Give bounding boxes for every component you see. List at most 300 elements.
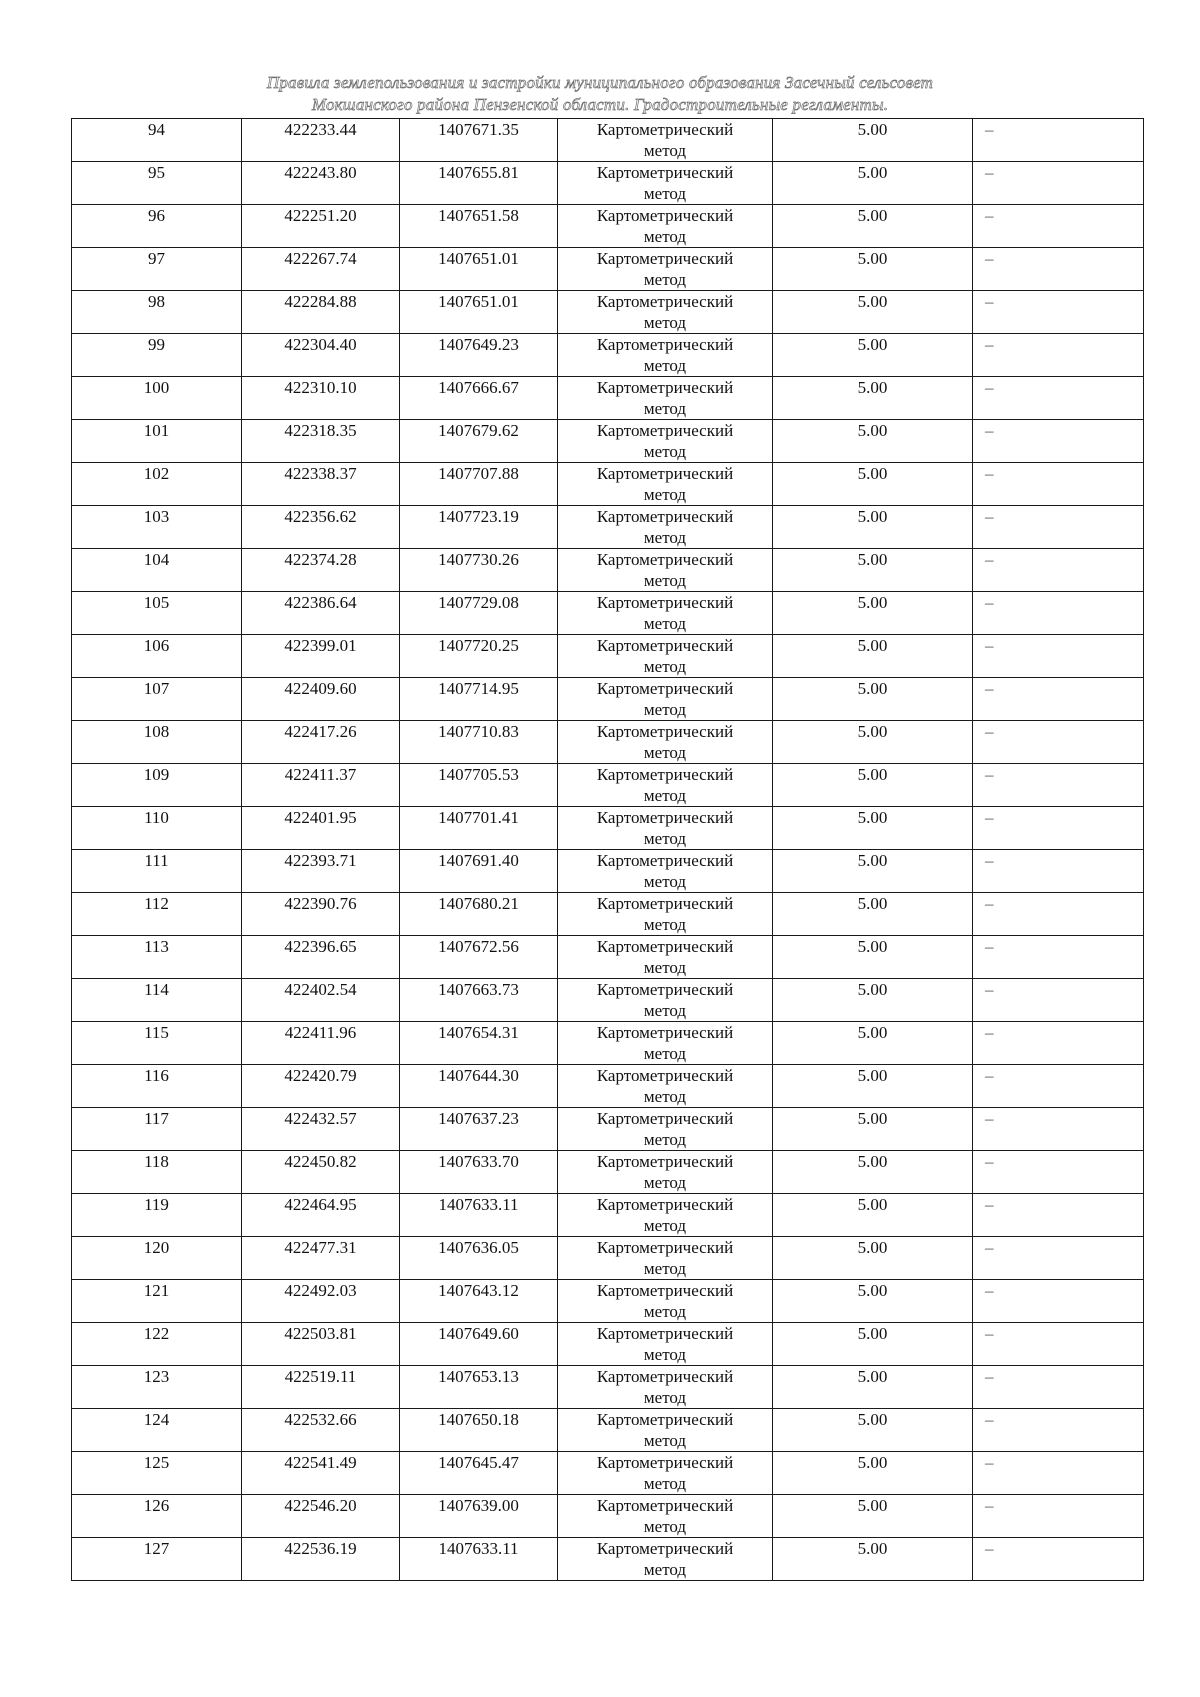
note-cell: – [973, 807, 1144, 850]
point-number-cell: 124 [72, 1409, 242, 1452]
method-cell [558, 1452, 773, 1495]
method-line-2: метод [643, 1259, 687, 1278]
accuracy-cell: 5.00 [773, 1323, 973, 1366]
point-number-cell: 120 [72, 1237, 242, 1280]
x-coordinate-cell: 422450.82 [242, 1151, 400, 1194]
x-coordinate-cell: 422267.74 [242, 248, 400, 291]
y-coordinate-cell: 1407649.60 [400, 1323, 558, 1366]
method-line-2: метод [643, 442, 687, 461]
note-cell: – [973, 764, 1144, 807]
method-line-2: метод [643, 313, 687, 332]
x-coordinate-cell: 422541.49 [242, 1452, 400, 1495]
method-line-2: метод [643, 829, 687, 848]
note-cell: – [973, 1452, 1144, 1495]
x-coordinate-cell: 422420.79 [242, 1065, 400, 1108]
point-number-cell: 108 [72, 721, 242, 764]
method-line-2: метод [643, 1345, 687, 1364]
table-row [72, 850, 1144, 893]
header-line-2: Мокшанского района Пензенской области. Градостроительные регламенты. [311, 95, 889, 114]
x-coordinate-cell: 422492.03 [242, 1280, 400, 1323]
point-number-cell: 107 [72, 678, 242, 721]
accuracy-cell: 5.00 [773, 764, 973, 807]
point-number-cell: 110 [72, 807, 242, 850]
method-cell [558, 1323, 773, 1366]
accuracy-cell: 5.00 [773, 635, 973, 678]
note-cell: – [973, 1022, 1144, 1065]
x-coordinate-cell: 422532.66 [242, 1409, 400, 1452]
point-number-cell: 117 [72, 1108, 242, 1151]
method-cell [558, 1194, 773, 1237]
method-cell [558, 119, 773, 162]
x-coordinate-cell: 422417.26 [242, 721, 400, 764]
method-cell [558, 936, 773, 979]
table-row [72, 549, 1144, 592]
note-cell: – [973, 420, 1144, 463]
method-line-2: метод [643, 1517, 687, 1536]
note-cell: – [973, 377, 1144, 420]
method-line-1: Картометрический [596, 1238, 734, 1257]
method-line-2: метод [643, 270, 687, 289]
x-coordinate-cell: 422411.37 [242, 764, 400, 807]
method-line-1: Картометрический [596, 550, 734, 569]
table-row [72, 162, 1144, 205]
accuracy-cell: 5.00 [773, 248, 973, 291]
accuracy-cell: 5.00 [773, 807, 973, 850]
method-line-2: метод [643, 1388, 687, 1407]
method-line-2: метод [643, 356, 687, 375]
note-cell: – [973, 463, 1144, 506]
note-cell: – [973, 893, 1144, 936]
y-coordinate-cell: 1407705.53 [400, 764, 558, 807]
method-cell [558, 1022, 773, 1065]
note-cell: – [973, 291, 1144, 334]
y-coordinate-cell: 1407723.19 [400, 506, 558, 549]
method-line-1: Картометрический [596, 464, 734, 483]
x-coordinate-cell: 422393.71 [242, 850, 400, 893]
x-coordinate-cell: 422310.10 [242, 377, 400, 420]
note-cell: – [973, 1237, 1144, 1280]
note-cell: – [973, 549, 1144, 592]
point-number-cell: 105 [72, 592, 242, 635]
method-line-2: метод [643, 1302, 687, 1321]
note-cell: – [973, 721, 1144, 764]
note-cell: – [973, 936, 1144, 979]
table-row [72, 1108, 1144, 1151]
method-cell [558, 1237, 773, 1280]
y-coordinate-cell: 1407636.05 [400, 1237, 558, 1280]
method-line-1: Картометрический [596, 1453, 734, 1472]
y-coordinate-cell: 1407639.00 [400, 1495, 558, 1538]
method-line-2: метод [643, 1173, 687, 1192]
method-line-1: Картометрический [596, 1367, 734, 1386]
note-cell: – [973, 979, 1144, 1022]
accuracy-cell: 5.00 [773, 1194, 973, 1237]
method-line-2: метод [643, 743, 687, 762]
point-number-cell: 104 [72, 549, 242, 592]
accuracy-cell: 5.00 [773, 506, 973, 549]
method-line-1: Картометрический [596, 765, 734, 784]
accuracy-cell: 5.00 [773, 463, 973, 506]
point-number-cell: 103 [72, 506, 242, 549]
method-line-2: метод [643, 485, 687, 504]
point-number-cell: 94 [72, 119, 242, 162]
method-line-1: Картометрический [596, 163, 734, 182]
x-coordinate-cell: 422399.01 [242, 635, 400, 678]
method-cell [558, 549, 773, 592]
accuracy-cell: 5.00 [773, 850, 973, 893]
method-cell [558, 162, 773, 205]
y-coordinate-cell: 1407707.88 [400, 463, 558, 506]
point-number-cell: 121 [72, 1280, 242, 1323]
note-cell: – [973, 162, 1144, 205]
method-line-2: метод [643, 399, 687, 418]
x-coordinate-cell: 422411.96 [242, 1022, 400, 1065]
method-line-1: Картометрический [596, 1066, 734, 1085]
table-row [72, 334, 1144, 377]
method-cell [558, 764, 773, 807]
accuracy-cell: 5.00 [773, 678, 973, 721]
method-line-1: Картометрический [596, 1496, 734, 1515]
method-line-1: Картометрический [596, 1109, 734, 1128]
table-row [72, 463, 1144, 506]
y-coordinate-cell: 1407710.83 [400, 721, 558, 764]
method-line-1: Картометрический [596, 851, 734, 870]
method-cell [558, 678, 773, 721]
table-row [72, 678, 1144, 721]
method-cell [558, 334, 773, 377]
point-number-cell: 96 [72, 205, 242, 248]
x-coordinate-cell: 422284.88 [242, 291, 400, 334]
x-coordinate-cell: 422464.95 [242, 1194, 400, 1237]
note-cell: – [973, 506, 1144, 549]
y-coordinate-cell: 1407653.13 [400, 1366, 558, 1409]
x-coordinate-cell: 422477.31 [242, 1237, 400, 1280]
coordinates-table-body [72, 119, 1144, 1581]
table-row [72, 1323, 1144, 1366]
accuracy-cell: 5.00 [773, 291, 973, 334]
table-row [72, 635, 1144, 678]
y-coordinate-cell: 1407644.30 [400, 1065, 558, 1108]
method-cell [558, 979, 773, 1022]
header-line-1: Правила землепользования и застройки муниципального образования Засечный сельсовет [266, 73, 934, 92]
method-cell [558, 420, 773, 463]
y-coordinate-cell: 1407691.40 [400, 850, 558, 893]
method-line-1: Картометрический [596, 120, 734, 139]
y-coordinate-cell: 1407730.26 [400, 549, 558, 592]
point-number-cell: 114 [72, 979, 242, 1022]
accuracy-cell: 5.00 [773, 162, 973, 205]
point-number-cell: 126 [72, 1495, 242, 1538]
y-coordinate-cell: 1407671.35 [400, 119, 558, 162]
table-row [72, 291, 1144, 334]
note-cell: – [973, 592, 1144, 635]
method-cell [558, 721, 773, 764]
table-row [72, 1409, 1144, 1452]
accuracy-cell: 5.00 [773, 1280, 973, 1323]
table-row [72, 764, 1144, 807]
method-line-1: Картометрический [596, 1410, 734, 1429]
accuracy-cell: 5.00 [773, 1409, 973, 1452]
point-number-cell: 113 [72, 936, 242, 979]
point-number-cell: 118 [72, 1151, 242, 1194]
y-coordinate-cell: 1407679.62 [400, 420, 558, 463]
y-coordinate-cell: 1407633.11 [400, 1194, 558, 1237]
point-number-cell: 123 [72, 1366, 242, 1409]
x-coordinate-cell: 422251.20 [242, 205, 400, 248]
point-number-cell: 106 [72, 635, 242, 678]
method-line-2: метод [643, 1001, 687, 1020]
point-number-cell: 111 [72, 850, 242, 893]
point-number-cell: 100 [72, 377, 242, 420]
accuracy-cell: 5.00 [773, 1538, 973, 1581]
note-cell: – [973, 205, 1144, 248]
method-line-2: метод [643, 958, 687, 977]
method-line-1: Картометрический [596, 292, 734, 311]
y-coordinate-cell: 1407633.11 [400, 1538, 558, 1581]
accuracy-cell: 5.00 [773, 334, 973, 377]
x-coordinate-cell: 422503.81 [242, 1323, 400, 1366]
method-line-1: Картометрический [596, 1195, 734, 1214]
note-cell: – [973, 1194, 1144, 1237]
point-number-cell: 112 [72, 893, 242, 936]
method-cell [558, 463, 773, 506]
x-coordinate-cell: 422402.54 [242, 979, 400, 1022]
point-number-cell: 115 [72, 1022, 242, 1065]
method-line-2: метод [643, 184, 687, 203]
table-row [72, 1495, 1144, 1538]
method-line-1: Картометрический [596, 1324, 734, 1343]
table-row [72, 893, 1144, 936]
method-cell [558, 1409, 773, 1452]
y-coordinate-cell: 1407655.81 [400, 162, 558, 205]
y-coordinate-cell: 1407720.25 [400, 635, 558, 678]
table-row [72, 506, 1144, 549]
y-coordinate-cell: 1407666.67 [400, 377, 558, 420]
method-line-1: Картометрический [596, 980, 734, 999]
method-line-2: метод [643, 528, 687, 547]
method-cell [558, 1538, 773, 1581]
table-row [72, 248, 1144, 291]
y-coordinate-cell: 1407714.95 [400, 678, 558, 721]
table-row [72, 420, 1144, 463]
method-line-1: Картометрический [596, 636, 734, 655]
note-cell: – [973, 1538, 1144, 1581]
note-cell: – [973, 1409, 1144, 1452]
coordinates-table [71, 118, 1144, 1581]
y-coordinate-cell: 1407649.23 [400, 334, 558, 377]
x-coordinate-cell: 422390.76 [242, 893, 400, 936]
x-coordinate-cell: 422386.64 [242, 592, 400, 635]
accuracy-cell: 5.00 [773, 1022, 973, 1065]
point-number-cell: 97 [72, 248, 242, 291]
method-line-2: метод [643, 1474, 687, 1493]
table-row [72, 1366, 1144, 1409]
accuracy-cell: 5.00 [773, 1065, 973, 1108]
method-line-2: метод [643, 872, 687, 891]
method-line-2: метод [643, 915, 687, 934]
table-row [72, 1194, 1144, 1237]
x-coordinate-cell: 422243.80 [242, 162, 400, 205]
table-row [72, 1280, 1144, 1323]
method-line-1: Картометрический [596, 206, 734, 225]
y-coordinate-cell: 1407654.31 [400, 1022, 558, 1065]
x-coordinate-cell: 422546.20 [242, 1495, 400, 1538]
note-cell: – [973, 1280, 1144, 1323]
method-cell [558, 635, 773, 678]
y-coordinate-cell: 1407643.12 [400, 1280, 558, 1323]
method-cell [558, 506, 773, 549]
method-cell [558, 1495, 773, 1538]
method-line-2: метод [643, 614, 687, 633]
method-line-1: Картометрический [596, 378, 734, 397]
note-cell: – [973, 334, 1144, 377]
accuracy-cell: 5.00 [773, 119, 973, 162]
method-line-1: Картометрический [596, 937, 734, 956]
x-coordinate-cell: 422432.57 [242, 1108, 400, 1151]
y-coordinate-cell: 1407672.56 [400, 936, 558, 979]
note-cell: – [973, 1323, 1144, 1366]
method-line-1: Картометрический [596, 1539, 734, 1558]
accuracy-cell: 5.00 [773, 1108, 973, 1151]
method-line-1: Картометрический [596, 808, 734, 827]
note-cell: – [973, 1366, 1144, 1409]
x-coordinate-cell: 422304.40 [242, 334, 400, 377]
method-cell [558, 291, 773, 334]
method-line-2: метод [643, 571, 687, 590]
note-cell: – [973, 678, 1144, 721]
table-row [72, 1237, 1144, 1280]
method-cell [558, 1065, 773, 1108]
accuracy-cell: 5.00 [773, 420, 973, 463]
method-line-2: метод [643, 141, 687, 160]
y-coordinate-cell: 1407651.58 [400, 205, 558, 248]
method-line-1: Картометрический [596, 421, 734, 440]
point-number-cell: 109 [72, 764, 242, 807]
method-line-1: Картометрический [596, 249, 734, 268]
method-cell [558, 248, 773, 291]
y-coordinate-cell: 1407701.41 [400, 807, 558, 850]
table-row [72, 721, 1144, 764]
note-cell: – [973, 850, 1144, 893]
accuracy-cell: 5.00 [773, 377, 973, 420]
point-number-cell: 125 [72, 1452, 242, 1495]
method-line-1: Картометрический [596, 1281, 734, 1300]
note-cell: – [973, 1108, 1144, 1151]
table-row [72, 205, 1144, 248]
method-line-2: метод [643, 1044, 687, 1063]
y-coordinate-cell: 1407651.01 [400, 291, 558, 334]
note-cell: – [973, 1151, 1144, 1194]
method-line-2: метод [643, 657, 687, 676]
accuracy-cell: 5.00 [773, 936, 973, 979]
accuracy-cell: 5.00 [773, 549, 973, 592]
y-coordinate-cell: 1407729.08 [400, 592, 558, 635]
point-number-cell: 122 [72, 1323, 242, 1366]
method-cell [558, 377, 773, 420]
accuracy-cell: 5.00 [773, 979, 973, 1022]
accuracy-cell: 5.00 [773, 721, 973, 764]
method-line-1: Картометрический [596, 1023, 734, 1042]
y-coordinate-cell: 1407645.47 [400, 1452, 558, 1495]
accuracy-cell: 5.00 [773, 1151, 973, 1194]
method-cell [558, 592, 773, 635]
y-coordinate-cell: 1407651.01 [400, 248, 558, 291]
method-cell [558, 1280, 773, 1323]
point-number-cell: 116 [72, 1065, 242, 1108]
method-line-2: метод [643, 1087, 687, 1106]
method-line-1: Картометрический [596, 593, 734, 612]
method-cell [558, 807, 773, 850]
method-cell [558, 893, 773, 936]
table-row [72, 807, 1144, 850]
x-coordinate-cell: 422519.11 [242, 1366, 400, 1409]
table-row [72, 1065, 1144, 1108]
method-line-2: метод [643, 1431, 687, 1450]
method-line-2: метод [643, 227, 687, 246]
method-cell [558, 850, 773, 893]
method-line-2: метод [643, 700, 687, 719]
x-coordinate-cell: 422536.19 [242, 1538, 400, 1581]
note-cell: – [973, 635, 1144, 678]
table-row [72, 1022, 1144, 1065]
y-coordinate-cell: 1407680.21 [400, 893, 558, 936]
table-row [72, 592, 1144, 635]
point-number-cell: 95 [72, 162, 242, 205]
method-line-1: Картометрический [596, 679, 734, 698]
accuracy-cell: 5.00 [773, 1366, 973, 1409]
method-line-1: Картометрический [596, 894, 734, 913]
method-line-1: Картометрический [596, 1152, 734, 1171]
method-line-1: Картометрический [596, 335, 734, 354]
accuracy-cell: 5.00 [773, 592, 973, 635]
point-number-cell: 119 [72, 1194, 242, 1237]
x-coordinate-cell: 422374.28 [242, 549, 400, 592]
method-line-2: метод [643, 1130, 687, 1149]
method-line-2: метод [643, 1560, 687, 1579]
y-coordinate-cell: 1407633.70 [400, 1151, 558, 1194]
x-coordinate-cell: 422409.60 [242, 678, 400, 721]
method-cell [558, 1151, 773, 1194]
accuracy-cell: 5.00 [773, 1237, 973, 1280]
table-row [72, 1452, 1144, 1495]
method-line-1: Картометрический [596, 507, 734, 526]
note-cell: – [973, 248, 1144, 291]
y-coordinate-cell: 1407637.23 [400, 1108, 558, 1151]
table-row [72, 936, 1144, 979]
table-row [72, 377, 1144, 420]
accuracy-cell: 5.00 [773, 1495, 973, 1538]
point-number-cell: 99 [72, 334, 242, 377]
x-coordinate-cell: 422356.62 [242, 506, 400, 549]
method-cell [558, 1366, 773, 1409]
table-row [72, 1538, 1144, 1581]
note-cell: – [973, 1495, 1144, 1538]
page-header [0, 72, 1200, 116]
table-row [72, 1151, 1144, 1194]
method-cell [558, 205, 773, 248]
x-coordinate-cell: 422396.65 [242, 936, 400, 979]
point-number-cell: 98 [72, 291, 242, 334]
accuracy-cell: 5.00 [773, 1452, 973, 1495]
method-line-1: Картометрический [596, 722, 734, 741]
x-coordinate-cell: 422338.37 [242, 463, 400, 506]
accuracy-cell: 5.00 [773, 893, 973, 936]
point-number-cell: 101 [72, 420, 242, 463]
note-cell: – [973, 1065, 1144, 1108]
y-coordinate-cell: 1407650.18 [400, 1409, 558, 1452]
point-number-cell: 127 [72, 1538, 242, 1581]
point-number-cell: 102 [72, 463, 242, 506]
